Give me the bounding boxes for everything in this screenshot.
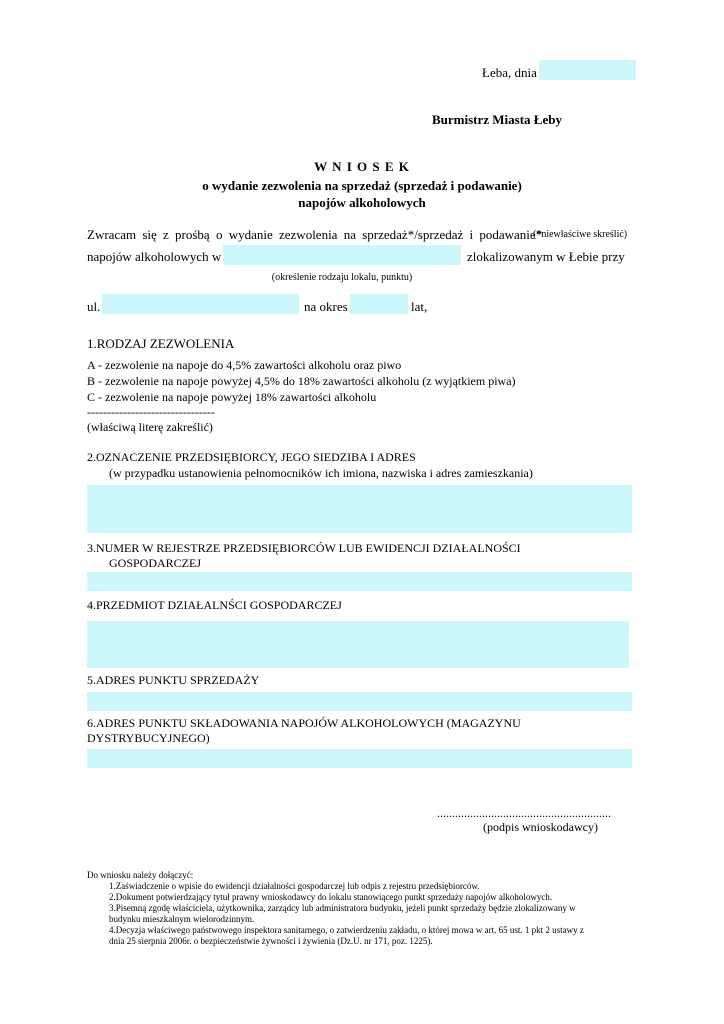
entrepreneur-details-field[interactable] <box>87 485 632 533</box>
street-field[interactable] <box>102 294 299 314</box>
document-title: W N I O S E K <box>314 159 410 174</box>
signature-label: (podpis wnioskodawcy) <box>483 820 598 834</box>
place-date-label: Łeba, dnia <box>482 65 537 80</box>
attachment-item-4-cont: dnia 25 sierpnia 2006r. o bezpieczeństwie żywności i żywienia (Dz.U. nr 171, poz. 1225). <box>109 936 433 946</box>
attachments-heading: Do wniosku należy dołączyć: <box>87 870 194 880</box>
license-option-a[interactable]: A - zezwolenie na napoje do 4,5% zawartości alkoholu oraz piwo <box>87 358 402 372</box>
section-5-heading: 5.ADRES PUNKTU SPRZEDAŻY <box>87 673 260 687</box>
period-label: na okres <box>304 299 348 314</box>
attachment-item-3-cont: budynku mieszkalnym wielorodzinnym. <box>109 914 255 924</box>
license-option-b[interactable]: B - zezwolenie na napoje powyżej 4,5% do 18% zawartości alkoholu (z wyjątkiem piwa) <box>87 374 516 388</box>
date-field[interactable] <box>539 60 636 80</box>
street-label: ul. <box>87 299 101 314</box>
storage-address-field[interactable] <box>87 749 632 768</box>
section-1-heading: 1.RODZAJ ZEZWOLENIA <box>87 336 235 351</box>
section-2-heading: 2.OZNACZENIE PRZEDSIĘBIORCY, JEGO SIEDZIBA I ADRES <box>87 450 416 464</box>
section-1-dashes: -------------------------------- <box>87 405 215 419</box>
registry-number-field[interactable] <box>87 572 632 591</box>
intro-footnote-hint: (*niewłaściwe skreślić) <box>533 229 628 240</box>
period-years-field[interactable] <box>350 294 408 314</box>
attachment-item-4: 4.Decyzja właściwego państwowego inspektora sanitarnego, o zatwierdzeniu zakładu, o której mowa w art. 65 ust. 1 pkt 2 ustawy z <box>109 925 584 935</box>
years-label: lat, <box>411 299 428 314</box>
section-2-hint: (w przypadku ustanowienia pełnomocników ich imiona, nazwiska i adres zamieszkania) <box>109 466 533 480</box>
title-line-1: o wydanie zezwolenia na sprzedaż (sprzedaż i podawanie) <box>202 178 522 193</box>
sales-point-address-field[interactable] <box>87 692 632 711</box>
attachment-item-3: 3.Pisemną zgodę właściciela, użytkownika, zarządcy lub administratora budynku, jeżeli punkt sprzedaży będzie zlokalizowany w <box>109 903 576 913</box>
intro-line-2-start: napojów alkoholowych w <box>87 249 222 264</box>
section-6-heading-line-1: 6.ADRES PUNKTU SKŁADOWANIA NAPOJÓW ALKOHOLOWYCH (MAGAZYNU <box>87 716 521 730</box>
section-3-heading-line-2: GOSPODARCZEJ <box>109 556 202 570</box>
intro-line-1: Zwracam się z prośbą o wydanie zezwolenia na sprzedaż*/sprzedaż i podawanie* <box>87 227 543 242</box>
venue-type-field[interactable] <box>223 245 461 265</box>
section-4-heading: 4.PRZEDMIOT DZIAŁALNŚCI GOSPODARCZEJ <box>87 598 342 612</box>
business-activity-field[interactable] <box>87 621 629 668</box>
intro-line-2-end: zlokalizowanym w Łebie przy <box>467 249 625 264</box>
section-6-heading-line-2: DYSTRYBUCYJNEGO) <box>87 731 210 745</box>
venue-type-hint: (określenie rodzaju lokalu, punktu) <box>271 272 413 283</box>
attachment-item-1: 1.Zaświadczenie o wpisie do ewidencji działalności gospodarczej lub odpis z rejestru przedsiębiorców. <box>109 881 480 891</box>
recipient: Burmistrz Miasta Łeby <box>432 112 562 127</box>
section-3-heading-line-1: 3.NUMER W REJESTRZE PRZEDSIĘBIORCÓW LUB EWIDENCJI DZIAŁALNOŚCI <box>87 541 521 555</box>
title-line-2: napojów alkoholowych <box>298 195 426 210</box>
signature-line: .......................................................... <box>437 806 611 820</box>
license-option-c[interactable]: C - zezwolenie na napoje powyżej 18% zawartości alkoholu <box>87 390 377 404</box>
attachment-item-2: 2.Dokument potwierdzający tytuł prawny wnioskodawcy do lokalu stanowiącego punkt sprzedaży napojów alkoholowych. <box>109 892 553 902</box>
section-1-hint: (właściwą literę zakreślić) <box>87 420 213 434</box>
